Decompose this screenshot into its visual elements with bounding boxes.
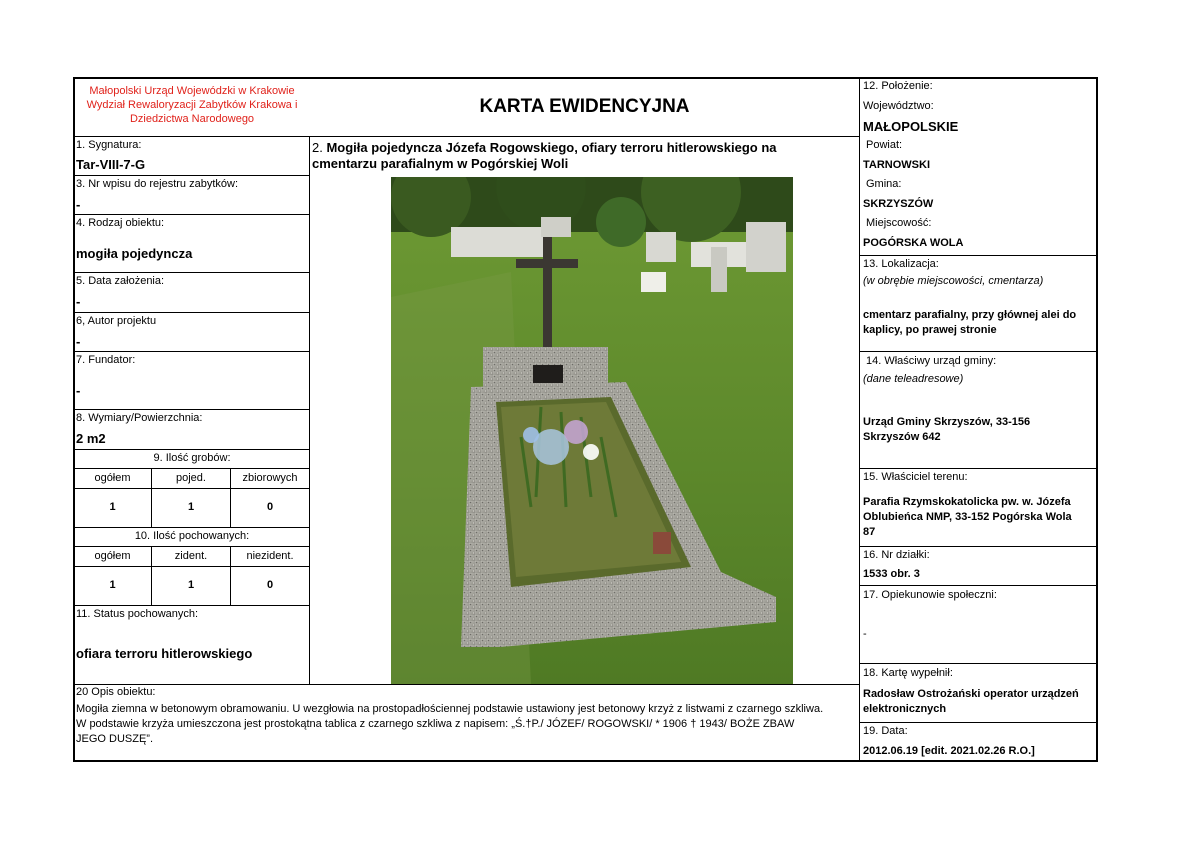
- register-label: 3. Nr wpisu do rejestru zabytków:: [76, 178, 239, 190]
- filled-by-line-1: Radosław Ostrożański operator urządzeń: [863, 688, 1079, 700]
- municipal-office-line-2: Skrzyszów 642: [863, 431, 941, 443]
- founding-date-label: 5. Data założenia:: [76, 275, 165, 287]
- object-name-line-2: cmentarzu parafialnym w Pogórskiej Woli: [312, 156, 569, 171]
- institution-line-2: Wydział Rewaloryzacji Zabytków Krakowa i: [86, 99, 298, 111]
- commune-label: Gmina:: [866, 178, 902, 190]
- location-label: 12. Położenie:: [863, 80, 933, 92]
- divider: [74, 566, 310, 567]
- graves-count-label: 9. Ilość grobów:: [153, 452, 231, 464]
- founder-label: 7. Fundator:: [76, 354, 136, 366]
- object-type-value: mogiła pojedyncza: [76, 246, 193, 261]
- object-name: [312, 140, 777, 155]
- designer-value: -: [76, 334, 81, 349]
- divider: [74, 214, 310, 215]
- grave-photo: [391, 177, 793, 684]
- localization-line-2: kaplicy, po prawej stronie: [863, 324, 997, 336]
- divider: [74, 468, 310, 469]
- caretakers-label: 17. Opiekunowie społeczni:: [863, 589, 997, 601]
- graves-header-total: ogółem: [94, 472, 131, 484]
- land-owner-line-1: Parafia Rzymskokatolicka pw. w. Józefa: [863, 496, 1071, 508]
- institution-line-3: Dziedzictwa Narodowego: [129, 113, 255, 125]
- description-line-1: Mogiła ziemna w betonowym obramowaniu. U wezgłowia na prostopadłościennej podstawie ustawiony jest betonowy krzyż z listwami z czarnego szkliwa.: [76, 703, 824, 715]
- land-owner-label: 15. Właściciel terenu:: [863, 471, 968, 483]
- divider: [74, 409, 310, 410]
- graves-header-single: pojed.: [176, 472, 206, 484]
- divider: [74, 272, 310, 273]
- description-label: 20 Opis obiektu:: [76, 686, 156, 698]
- divider-left: [309, 136, 310, 684]
- municipal-office-hint: (dane teleadresowe): [863, 373, 964, 385]
- buried-value-total: 1: [109, 579, 116, 591]
- institution-line-1: Małopolski Urząd Wojewódzki w Krakowie: [89, 85, 295, 97]
- buried-status-label: 11. Status pochowanych:: [76, 608, 199, 620]
- description-line-2: W podstawie krzyża umieszczona jest prostokątna tablica z czarnego szkliwa z napisem: „Ś.†P./ JÓZEF/ ROGOWSKI/ * 1906 † 1943/ BOŻE ZBAW: [76, 718, 795, 730]
- signature-value: Tar-VIII-7-G: [76, 157, 146, 172]
- divider: [74, 312, 310, 313]
- caretakers-value: -: [863, 628, 867, 640]
- divider-header: [74, 136, 860, 137]
- object-type-label: 4. Rodzaj obiektu:: [76, 217, 165, 229]
- buried-value-unidentified: 0: [266, 579, 274, 591]
- voivodeship-value: MAŁOPOLSKIE: [863, 119, 959, 134]
- divider: [860, 722, 1097, 723]
- locality-value: POGÓRSKA WOLA: [863, 237, 964, 249]
- buried-header-total: ogółem: [94, 550, 131, 562]
- buried-status-value: ofiara terroru hitlerowskiego: [76, 646, 253, 661]
- buried-value-identified: 1: [187, 579, 195, 591]
- date-label: 19. Data:: [863, 725, 908, 737]
- municipal-office-line-1: Urząd Gminy Skrzyszów, 33-156: [863, 416, 1031, 428]
- localization-line-1: cmentarz parafialny, przy głównej alei do: [863, 309, 1077, 321]
- divider: [860, 546, 1097, 547]
- designer-label: 6, Autor projektu: [76, 315, 157, 327]
- graves-header-collective: zbiorowych: [242, 472, 298, 484]
- commune-value: SKRZYSZÓW: [863, 198, 934, 210]
- divider: [860, 585, 1097, 586]
- voivodeship-label: Województwo:: [863, 100, 934, 112]
- object-name-line-1: Mogiła pojedyncza Józefa Rogowskiego, ofiary terroru hitlerowskiego na: [326, 140, 777, 155]
- divider: [74, 488, 310, 489]
- founder-value: -: [76, 383, 81, 398]
- divider: [74, 449, 310, 450]
- divider: [860, 351, 1097, 352]
- graves-value-total: 1: [109, 501, 116, 513]
- divider: [860, 255, 1097, 256]
- divider-description: [74, 684, 860, 685]
- register-value: -: [76, 197, 81, 212]
- divider: [74, 546, 310, 547]
- description-line-3: JEGO DUSZĘ”.: [76, 733, 154, 745]
- dimensions-value: 2 m2: [76, 431, 106, 446]
- divider-right: [859, 78, 860, 761]
- county-label: Powiat:: [866, 139, 903, 151]
- card-title: KARTA EWIDENCYJNA: [479, 96, 690, 117]
- dimensions-label: 8. Wymiary/Powierzchnia:: [76, 412, 203, 424]
- filled-by-line-2: elektronicznych: [863, 703, 947, 715]
- graves-value-collective: 0: [266, 501, 274, 513]
- divider: [860, 468, 1097, 469]
- divider: [74, 605, 310, 606]
- buried-count-label: 10. Ilość pochowanych:: [134, 530, 250, 542]
- localization-label: 13. Lokalizacja:: [863, 258, 939, 270]
- county-value: TARNOWSKI: [863, 159, 931, 171]
- land-owner-line-3: 87: [863, 526, 876, 538]
- locality-label: Miejscowość:: [866, 217, 932, 229]
- founding-date-value: -: [76, 294, 81, 309]
- object-number: 2.: [312, 140, 323, 155]
- localization-hint: (w obrębie miejscowości, cmentarza): [863, 275, 1044, 287]
- date-value: 2012.06.19 [edit. 2021.02.26 R.O.]: [863, 745, 1035, 757]
- buried-header-identified: zident.: [174, 550, 208, 562]
- filled-by-label: 18. Kartę wypełnił:: [863, 667, 953, 679]
- municipal-office-label: 14. Właściwy urząd gminy:: [866, 355, 997, 367]
- buried-header-unidentified: niezident.: [246, 550, 294, 562]
- land-owner-line-2: Oblubieńca NMP, 33-152 Pogórska Wola: [863, 511, 1072, 523]
- plot-number-value: 1533 obr. 3: [863, 568, 920, 580]
- divider: [74, 527, 310, 528]
- divider: [860, 663, 1097, 664]
- graves-value-single: 1: [187, 501, 195, 513]
- divider: [74, 351, 310, 352]
- divider: [74, 175, 310, 176]
- plot-number-label: 16. Nr działki:: [863, 549, 930, 561]
- signature-label: 1. Sygnatura:: [76, 139, 142, 151]
